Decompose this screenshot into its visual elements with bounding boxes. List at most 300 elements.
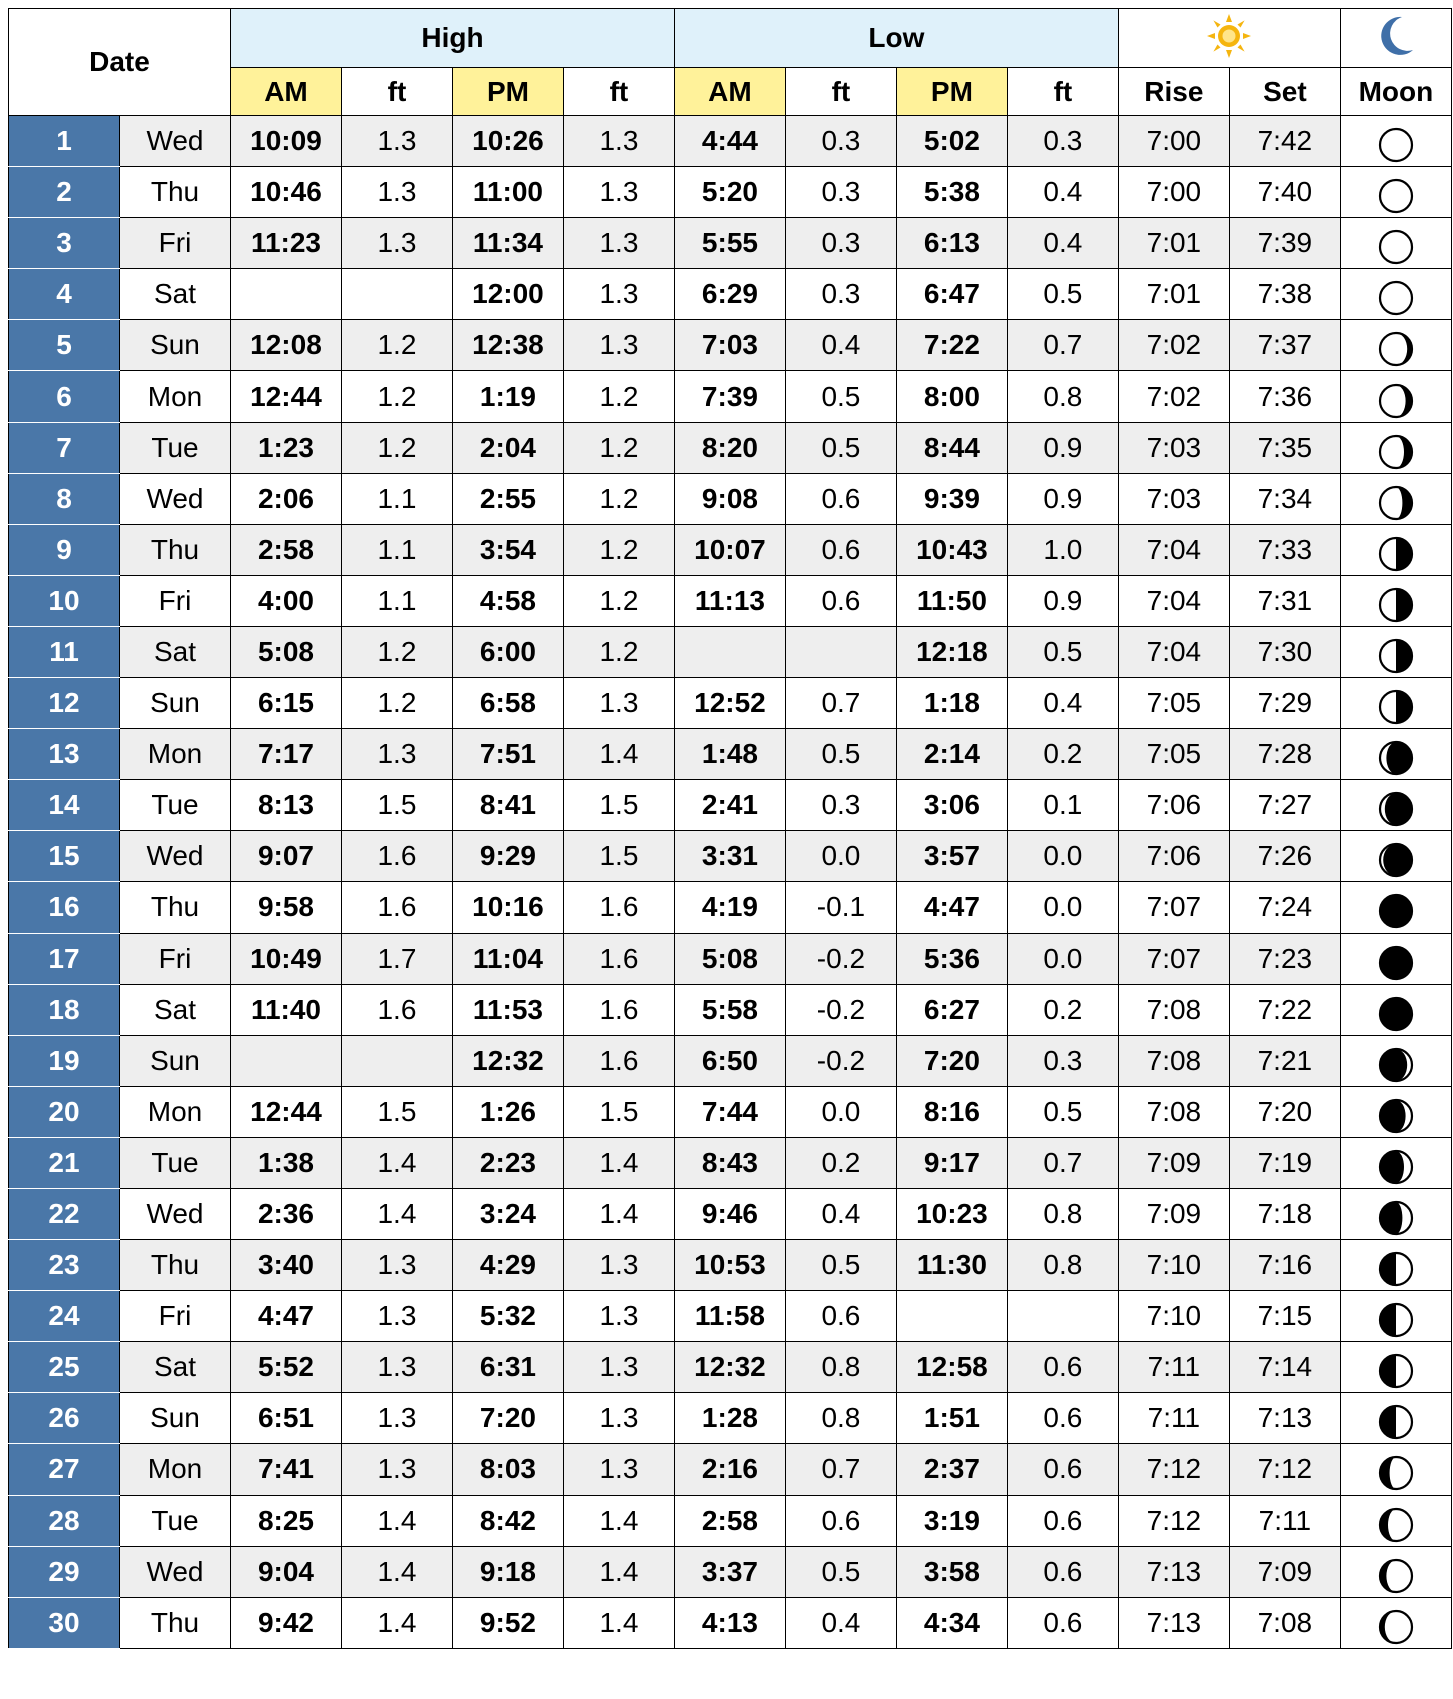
- low-pm-height: 0.8: [1007, 1188, 1118, 1239]
- high-am-time: 2:06: [230, 473, 341, 524]
- moon-header: Moon: [1340, 68, 1451, 116]
- low-pm-height: 0.8: [1007, 1240, 1118, 1291]
- low-am-time: 10:53: [674, 1240, 785, 1291]
- moon-phase-icon: [1377, 1608, 1415, 1646]
- low-pm-time: 8:16: [896, 1086, 1007, 1137]
- low-am-height: 0.8: [785, 1342, 896, 1393]
- high-am-height: 1.4: [341, 1597, 452, 1648]
- low-am-height: -0.2: [785, 933, 896, 984]
- sunrise-header: Rise: [1118, 68, 1229, 116]
- low-pm-time: 3:19: [896, 1495, 1007, 1546]
- low-pm-time: 2:37: [896, 1444, 1007, 1495]
- low-am-height: 0.3: [785, 116, 896, 167]
- day-number: 15: [9, 831, 120, 882]
- crescent-moon-icon: [1376, 14, 1416, 63]
- high-pm-height: 1.2: [563, 473, 674, 524]
- table-row: [9, 218, 1452, 269]
- sunrise-time: 7:04: [1118, 524, 1229, 575]
- high-am-height: 1.5: [341, 1086, 452, 1137]
- weekday: Fri: [119, 218, 230, 269]
- high-pm-height: 1.4: [563, 1137, 674, 1188]
- moon-phase-cell: [1340, 933, 1451, 984]
- high-am-height: 1.6: [341, 831, 452, 882]
- weekday: Mon: [119, 371, 230, 422]
- low-am-height: -0.1: [785, 882, 896, 933]
- sunrise-time: 7:08: [1118, 1035, 1229, 1086]
- high-pm-height: 1.6: [563, 882, 674, 933]
- table-row: [9, 882, 1452, 933]
- high-pm-height: 1.2: [563, 575, 674, 626]
- high-am-time: 10:46: [230, 167, 341, 218]
- low-am-time: 11:13: [674, 575, 785, 626]
- low-am-height: 0.5: [785, 371, 896, 422]
- sunrise-time: 7:12: [1118, 1495, 1229, 1546]
- low-am-height: 0.3: [785, 218, 896, 269]
- high-am-height: 1.1: [341, 524, 452, 575]
- sunrise-time: 7:03: [1118, 422, 1229, 473]
- moon-phase-cell: [1340, 882, 1451, 933]
- high-pm-time: 2:55: [452, 473, 563, 524]
- moon-phase-cell: [1340, 116, 1451, 167]
- table-row: [9, 831, 1452, 882]
- low-pm-time: 12:18: [896, 626, 1007, 677]
- moon-phase-icon: [1377, 637, 1415, 675]
- high-am-height: 1.7: [341, 933, 452, 984]
- low-pm-time: 6:13: [896, 218, 1007, 269]
- high-pm-time: 8:03: [452, 1444, 563, 1495]
- low-am-height: 0.2: [785, 1137, 896, 1188]
- day-number: 28: [9, 1495, 120, 1546]
- moon-phase-icon: [1377, 1506, 1415, 1544]
- weekday: Wed: [119, 473, 230, 524]
- low-pm-time: 3:58: [896, 1546, 1007, 1597]
- low-pm-height: 0.6: [1007, 1597, 1118, 1648]
- low-am-height: 0.6: [785, 1291, 896, 1342]
- high-pm-time: 7:20: [452, 1393, 563, 1444]
- high-pm-height: 1.4: [563, 729, 674, 780]
- table-row: [9, 1444, 1452, 1495]
- high-am-height: [341, 1035, 452, 1086]
- high-am-time: 1:23: [230, 422, 341, 473]
- day-number: 5: [9, 320, 120, 371]
- high-pm-height: 1.3: [563, 218, 674, 269]
- moon-phase-icon: [1377, 1454, 1415, 1492]
- high-pm-time: 6:31: [452, 1342, 563, 1393]
- high-am-time: [230, 269, 341, 320]
- high-am-height: 1.3: [341, 1444, 452, 1495]
- high-pm-height: 1.3: [563, 320, 674, 371]
- low-am-time: 4:13: [674, 1597, 785, 1648]
- high-am-ft-header: ft: [341, 68, 452, 116]
- low-am-height: 0.7: [785, 678, 896, 729]
- weekday: Wed: [119, 1188, 230, 1239]
- moon-phase-icon: [1377, 279, 1415, 317]
- table-row: [9, 1291, 1452, 1342]
- low-am-height: 0.8: [785, 1393, 896, 1444]
- high-pm-height: 1.2: [563, 626, 674, 677]
- day-number: 30: [9, 1597, 120, 1648]
- moon-phase-icon: [1377, 790, 1415, 828]
- low-pm-time: 5:36: [896, 933, 1007, 984]
- high-pm-time: 6:00: [452, 626, 563, 677]
- high-pm-time: 3:54: [452, 524, 563, 575]
- sunset-time: 7:12: [1229, 1444, 1340, 1495]
- weekday: Thu: [119, 882, 230, 933]
- high-am-time: 8:25: [230, 1495, 341, 1546]
- high-am-height: 1.4: [341, 1495, 452, 1546]
- low-pm-height: 0.6: [1007, 1444, 1118, 1495]
- sunrise-time: 7:02: [1118, 320, 1229, 371]
- header-row-groups: [9, 9, 1452, 68]
- sunset-time: 7:27: [1229, 780, 1340, 831]
- low-am-height: 0.6: [785, 1495, 896, 1546]
- low-pm-height: 0.3: [1007, 1035, 1118, 1086]
- low-pm-height: 0.1: [1007, 780, 1118, 831]
- table-row: [9, 422, 1452, 473]
- high-pm-time: 8:42: [452, 1495, 563, 1546]
- moon-phase-icon: [1377, 995, 1415, 1033]
- sunrise-time: 7:11: [1118, 1393, 1229, 1444]
- sunrise-time: 7:02: [1118, 371, 1229, 422]
- weekday: Wed: [119, 1546, 230, 1597]
- day-number: 20: [9, 1086, 120, 1137]
- day-number: 25: [9, 1342, 120, 1393]
- moon-phase-icon: [1377, 382, 1415, 420]
- day-number: 18: [9, 984, 120, 1035]
- moon-phase-cell: [1340, 1086, 1451, 1137]
- moon-phase-icon: [1377, 944, 1415, 982]
- day-number: 19: [9, 1035, 120, 1086]
- day-number: 26: [9, 1393, 120, 1444]
- sunrise-time: 7:05: [1118, 729, 1229, 780]
- table-row: [9, 933, 1452, 984]
- table-row: [9, 1393, 1452, 1444]
- low-am-time: 10:07: [674, 524, 785, 575]
- moon-phase-icon: [1377, 841, 1415, 879]
- low-pm-height: 0.4: [1007, 167, 1118, 218]
- moon-phase-icon: [1377, 1250, 1415, 1288]
- high-am-height: 1.2: [341, 320, 452, 371]
- day-number: 7: [9, 422, 120, 473]
- sunset-time: 7:40: [1229, 167, 1340, 218]
- moon-phase-icon: [1377, 535, 1415, 573]
- day-number: 17: [9, 933, 120, 984]
- table-row: [9, 1240, 1452, 1291]
- weekday: Thu: [119, 1240, 230, 1291]
- low-pm-height: 0.0: [1007, 933, 1118, 984]
- low-pm-height: 0.9: [1007, 473, 1118, 524]
- sunset-time: 7:19: [1229, 1137, 1340, 1188]
- low-am-height: -0.2: [785, 1035, 896, 1086]
- low-pm-height: 0.3: [1007, 116, 1118, 167]
- high-am-time: 7:17: [230, 729, 341, 780]
- sunrise-time: 7:07: [1118, 933, 1229, 984]
- high-am-time: 9:58: [230, 882, 341, 933]
- low-am-time: 5:58: [674, 984, 785, 1035]
- moon-phase-icon: [1377, 1148, 1415, 1186]
- low-pm-height: 0.8: [1007, 371, 1118, 422]
- low-am-time: 7:44: [674, 1086, 785, 1137]
- table-row: [9, 371, 1452, 422]
- day-number: 21: [9, 1137, 120, 1188]
- high-pm-height: 1.2: [563, 524, 674, 575]
- day-number: 11: [9, 626, 120, 677]
- table-row: [9, 1342, 1452, 1393]
- low-pm-height: 0.4: [1007, 218, 1118, 269]
- low-am-time: 9:46: [674, 1188, 785, 1239]
- sunset-time: 7:15: [1229, 1291, 1340, 1342]
- low-am-height: 0.6: [785, 473, 896, 524]
- low-am-height: [785, 626, 896, 677]
- sun-header: [1118, 9, 1340, 68]
- tide-table: [8, 8, 1452, 1649]
- moon-phase-icon: [1377, 177, 1415, 215]
- low-am-height: 0.3: [785, 269, 896, 320]
- sunset-time: 7:35: [1229, 422, 1340, 473]
- table-row: [9, 780, 1452, 831]
- high-am-time: 12:44: [230, 371, 341, 422]
- low-am-time: 1:28: [674, 1393, 785, 1444]
- moon-phase-cell: [1340, 1546, 1451, 1597]
- low-pm-height: 0.7: [1007, 320, 1118, 371]
- low-pm-time: 6:27: [896, 984, 1007, 1035]
- low-am-height: -0.2: [785, 984, 896, 1035]
- moon-phase-icon: [1377, 1403, 1415, 1441]
- low-am-time: 2:16: [674, 1444, 785, 1495]
- moon-phase-cell: [1340, 729, 1451, 780]
- low-pm-time: 6:47: [896, 269, 1007, 320]
- low-pm-height: 0.6: [1007, 1393, 1118, 1444]
- low-pm-time: 7:20: [896, 1035, 1007, 1086]
- table-row: [9, 269, 1452, 320]
- table-row: [9, 1597, 1452, 1648]
- high-pm-time: 9:52: [452, 1597, 563, 1648]
- sunset-time: 7:18: [1229, 1188, 1340, 1239]
- high-pm-time: 1:26: [452, 1086, 563, 1137]
- high-pm-height: 1.6: [563, 1035, 674, 1086]
- high-am-header: AM: [230, 68, 341, 116]
- low-am-header: AM: [674, 68, 785, 116]
- high-pm-height: 1.3: [563, 1393, 674, 1444]
- low-pm-time: 10:23: [896, 1188, 1007, 1239]
- day-number: 8: [9, 473, 120, 524]
- high-pm-time: 11:04: [452, 933, 563, 984]
- sunset-time: 7:38: [1229, 269, 1340, 320]
- low-pm-height: 0.9: [1007, 575, 1118, 626]
- high-am-height: 1.3: [341, 218, 452, 269]
- sunset-time: 7:24: [1229, 882, 1340, 933]
- sunset-time: 7:31: [1229, 575, 1340, 626]
- day-number: 4: [9, 269, 120, 320]
- weekday: Wed: [119, 831, 230, 882]
- low-am-time: 12:32: [674, 1342, 785, 1393]
- sun-icon: [1206, 13, 1252, 64]
- low-pm-height: 0.7: [1007, 1137, 1118, 1188]
- high-pm-height: 1.3: [563, 1240, 674, 1291]
- high-am-time: 2:36: [230, 1188, 341, 1239]
- low-am-height: 0.3: [785, 167, 896, 218]
- high-am-height: 1.1: [341, 575, 452, 626]
- low-pm-height: 0.0: [1007, 882, 1118, 933]
- low-pm-time: 7:22: [896, 320, 1007, 371]
- sunrise-time: 7:10: [1118, 1291, 1229, 1342]
- high-am-time: 12:08: [230, 320, 341, 371]
- high-pm-header: PM: [452, 68, 563, 116]
- day-number: 6: [9, 371, 120, 422]
- table-row: [9, 729, 1452, 780]
- low-am-time: [674, 626, 785, 677]
- high-am-time: [230, 1035, 341, 1086]
- high-pm-height: 1.3: [563, 1342, 674, 1393]
- moon-phase-cell: [1340, 167, 1451, 218]
- high-am-height: 1.6: [341, 882, 452, 933]
- high-am-time: 10:09: [230, 116, 341, 167]
- low-pm-time: 9:39: [896, 473, 1007, 524]
- weekday: Sun: [119, 320, 230, 371]
- high-am-time: 11:40: [230, 984, 341, 1035]
- sunrise-time: 7:13: [1118, 1546, 1229, 1597]
- low-am-height: 0.5: [785, 1546, 896, 1597]
- high-pm-ft-header: ft: [563, 68, 674, 116]
- low-pm-time: 8:44: [896, 422, 1007, 473]
- moon-phase-icon: [1377, 1557, 1415, 1595]
- table-row: [9, 1188, 1452, 1239]
- moon-phase-icon: [1377, 1097, 1415, 1135]
- weekday: Tue: [119, 780, 230, 831]
- high-am-time: 10:49: [230, 933, 341, 984]
- low-am-height: 0.4: [785, 1188, 896, 1239]
- weekday: Tue: [119, 1137, 230, 1188]
- weekday: Sun: [119, 1035, 230, 1086]
- moon-phase-icon: [1377, 1301, 1415, 1339]
- low-am-time: 2:41: [674, 780, 785, 831]
- day-number: 16: [9, 882, 120, 933]
- low-am-time: 5:20: [674, 167, 785, 218]
- sunrise-time: 7:03: [1118, 473, 1229, 524]
- low-pm-time: 12:58: [896, 1342, 1007, 1393]
- high-pm-time: 9:18: [452, 1546, 563, 1597]
- weekday: Mon: [119, 729, 230, 780]
- sunset-time: 7:37: [1229, 320, 1340, 371]
- high-am-height: 1.3: [341, 1342, 452, 1393]
- moon-phase-icon: [1377, 126, 1415, 164]
- table-row: [9, 678, 1452, 729]
- low-pm-height: 0.9: [1007, 422, 1118, 473]
- low-pm-height: 0.5: [1007, 1086, 1118, 1137]
- high-pm-time: 12:38: [452, 320, 563, 371]
- moon-phase-icon: [1377, 1046, 1415, 1084]
- moon-phase-cell: [1340, 1188, 1451, 1239]
- high-am-time: 5:08: [230, 626, 341, 677]
- day-number: 22: [9, 1188, 120, 1239]
- sunset-time: 7:34: [1229, 473, 1340, 524]
- low-am-height: 0.6: [785, 524, 896, 575]
- low-pm-height: 0.4: [1007, 678, 1118, 729]
- low-am-height: 0.6: [785, 575, 896, 626]
- high-pm-time: 10:16: [452, 882, 563, 933]
- low-pm-height: 0.6: [1007, 1495, 1118, 1546]
- sunset-time: 7:16: [1229, 1240, 1340, 1291]
- table-row: [9, 1495, 1452, 1546]
- high-pm-height: 1.4: [563, 1188, 674, 1239]
- sunrise-time: 7:08: [1118, 1086, 1229, 1137]
- low-pm-time: 1:18: [896, 678, 1007, 729]
- day-number: 10: [9, 575, 120, 626]
- high-pm-time: 9:29: [452, 831, 563, 882]
- high-am-time: 6:51: [230, 1393, 341, 1444]
- sunrise-time: 7:06: [1118, 831, 1229, 882]
- day-number: 24: [9, 1291, 120, 1342]
- weekday: Thu: [119, 1597, 230, 1648]
- sunset-time: 7:30: [1229, 626, 1340, 677]
- table-row: [9, 320, 1452, 371]
- low-am-height: 0.4: [785, 320, 896, 371]
- moon-phase-cell: [1340, 1597, 1451, 1648]
- moon-phase-cell: [1340, 780, 1451, 831]
- high-am-height: 1.3: [341, 1291, 452, 1342]
- sunrise-time: 7:10: [1118, 1240, 1229, 1291]
- sunset-time: 7:11: [1229, 1495, 1340, 1546]
- day-number: 23: [9, 1240, 120, 1291]
- low-pm-time: [896, 1291, 1007, 1342]
- high-am-time: 2:58: [230, 524, 341, 575]
- low-am-height: 0.0: [785, 1086, 896, 1137]
- high-am-time: 9:42: [230, 1597, 341, 1648]
- moon-phase-icon: [1377, 892, 1415, 930]
- low-pm-time: 4:47: [896, 882, 1007, 933]
- weekday: Sat: [119, 1342, 230, 1393]
- sunset-time: 7:20: [1229, 1086, 1340, 1137]
- high-pm-time: 1:19: [452, 371, 563, 422]
- moon-phase-cell: [1340, 831, 1451, 882]
- high-am-time: 8:13: [230, 780, 341, 831]
- weekday: Thu: [119, 524, 230, 575]
- weekday: Mon: [119, 1086, 230, 1137]
- table-row: [9, 1086, 1452, 1137]
- moon-phase-cell: [1340, 371, 1451, 422]
- low-am-time: 12:52: [674, 678, 785, 729]
- low-am-time: 3:31: [674, 831, 785, 882]
- low-am-height: 0.5: [785, 729, 896, 780]
- low-tide-header: Low: [674, 9, 1118, 68]
- moon-phase-cell: [1340, 1342, 1451, 1393]
- moon-phase-cell: [1340, 473, 1451, 524]
- high-pm-time: 8:41: [452, 780, 563, 831]
- moon-phase-icon: [1377, 484, 1415, 522]
- high-pm-height: 1.4: [563, 1495, 674, 1546]
- day-number: 13: [9, 729, 120, 780]
- low-am-time: 4:19: [674, 882, 785, 933]
- high-pm-height: 1.3: [563, 116, 674, 167]
- high-am-height: 1.2: [341, 678, 452, 729]
- high-pm-height: 1.2: [563, 371, 674, 422]
- table-row: [9, 1137, 1452, 1188]
- high-pm-time: 3:24: [452, 1188, 563, 1239]
- moon-phase-icon: [1377, 1199, 1415, 1237]
- high-pm-height: 1.5: [563, 780, 674, 831]
- moon-phase-icon: [1377, 1352, 1415, 1390]
- day-number: 2: [9, 167, 120, 218]
- sunset-time: 7:26: [1229, 831, 1340, 882]
- sunset-time: 7:22: [1229, 984, 1340, 1035]
- low-am-time: 5:55: [674, 218, 785, 269]
- sunset-time: 7:23: [1229, 933, 1340, 984]
- low-pm-time: 11:30: [896, 1240, 1007, 1291]
- weekday: Fri: [119, 575, 230, 626]
- sunset-time: 7:14: [1229, 1342, 1340, 1393]
- moon-phase-cell: [1340, 269, 1451, 320]
- high-pm-height: 1.3: [563, 167, 674, 218]
